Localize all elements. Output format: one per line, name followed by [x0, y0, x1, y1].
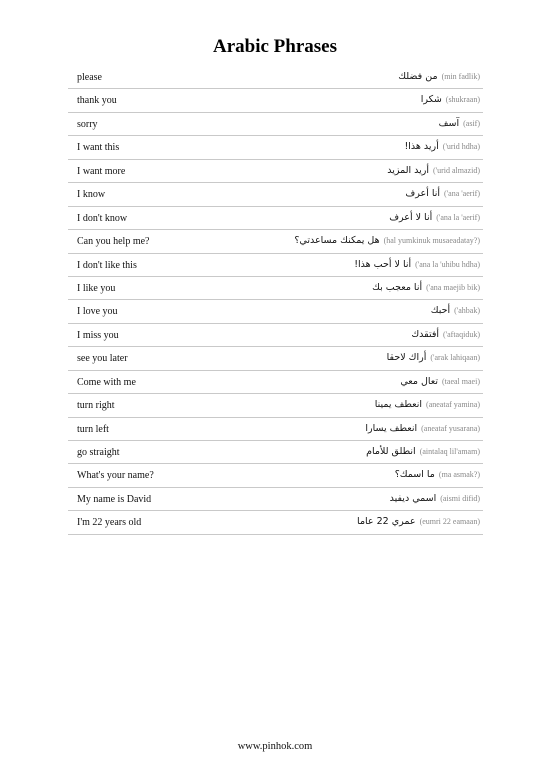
arabic-script: عمري 22 عاما — [357, 516, 416, 528]
arabic-script: أحبك — [430, 305, 451, 317]
english-phrase: My name is David — [77, 493, 152, 505]
arabic-translation — [421, 94, 480, 105]
transliteration: ('urid almazid) — [433, 165, 480, 175]
arabic-script: انعطف يسارا — [365, 422, 418, 434]
arabic-script: أنا لا أعرف — [389, 211, 433, 223]
transliteration: (eumri 22 eamaan) — [419, 517, 480, 527]
transliteration: (shukraan) — [445, 95, 480, 105]
arabic-script: أريد المزيد — [387, 164, 430, 176]
transliteration: ('ana la 'aerif) — [436, 212, 480, 222]
english-phrase: Can you help me? — [77, 236, 150, 248]
arabic-script: ما اسمك؟ — [394, 469, 435, 481]
arabic-script: هل يمكنك مساعدتي؟ — [294, 235, 380, 247]
phrase-table — [68, 66, 483, 535]
phrase-row — [68, 230, 483, 253]
phrase-row — [68, 464, 483, 487]
transliteration: ('ana maejib bik) — [426, 282, 480, 292]
english-phrase: I want more — [77, 165, 126, 177]
transliteration: (taeal maei) — [442, 376, 480, 386]
arabic-translation — [439, 118, 480, 129]
arabic-translation — [294, 235, 480, 246]
arabic-translation — [405, 188, 480, 199]
phrase-row — [68, 207, 483, 230]
phrase-row — [68, 136, 483, 159]
arabic-translation — [375, 399, 480, 410]
transliteration: (asif) — [463, 118, 480, 128]
phrase-row — [68, 183, 483, 206]
arabic-script: شكرا — [420, 94, 442, 106]
english-phrase: I love you — [77, 306, 118, 318]
phrase-row — [68, 371, 483, 394]
english-phrase: I know — [77, 189, 106, 201]
footer-link[interactable]: www.pinhok.com — [237, 741, 313, 752]
arabic-translation — [389, 212, 480, 223]
transliteration: (hal yumkinuk musaeadatay?) — [383, 236, 480, 246]
transliteration: (aintalaq lil'amam) — [419, 447, 480, 456]
phrase-row — [68, 66, 483, 89]
arabic-script: اسمي ديفيد — [389, 492, 437, 504]
arabic-translation — [387, 352, 480, 363]
transliteration: ('arak lahiqaan) — [430, 353, 480, 363]
english-phrase: I want this — [77, 142, 120, 154]
arabic-script: تعال معي — [400, 375, 439, 387]
arabic-translation — [400, 376, 480, 387]
arabic-translation — [366, 446, 480, 457]
phrase-row — [68, 254, 483, 277]
phrase-row — [68, 418, 483, 441]
arabic-translation — [372, 282, 480, 293]
arabic-script: أنا أعرف — [405, 188, 441, 200]
arabic-translation — [404, 141, 480, 152]
arabic-translation — [411, 329, 480, 340]
transliteration: (aismi difid) — [440, 493, 480, 503]
english-phrase: thank you — [77, 95, 117, 107]
transliteration: ('ana la 'uhibu hdha) — [415, 259, 480, 269]
arabic-translation — [357, 516, 480, 527]
arabic-translation — [390, 493, 480, 504]
arabic-script: انطلق للأمام — [366, 446, 416, 457]
english-phrase: turn right — [77, 400, 115, 412]
english-phrase: I don't like this — [77, 259, 137, 271]
arabic-script: انعطف يمينا — [374, 399, 423, 411]
english-phrase: I don't know — [77, 212, 128, 224]
phrase-row — [68, 277, 483, 300]
arabic-script: آسف — [438, 117, 460, 129]
page-title: Arabic Phrases — [212, 36, 337, 57]
arabic-translation — [398, 71, 480, 82]
transliteration: ('urid hdha) — [442, 142, 480, 152]
arabic-translation — [395, 469, 480, 480]
english-phrase: please — [77, 72, 102, 83]
phrase-row — [68, 89, 483, 112]
phrase-row — [68, 160, 483, 183]
transliteration: (ma asmak?) — [438, 470, 480, 480]
transliteration: (aneataf yamina) — [426, 400, 480, 410]
phrase-row — [68, 300, 483, 323]
phrase-row — [68, 488, 483, 511]
phrase-row — [68, 113, 483, 136]
english-phrase: I'm 22 years old — [77, 517, 142, 529]
english-phrase: sorry — [77, 118, 98, 130]
english-phrase: turn left — [77, 423, 109, 435]
transliteration: (min fadlik) — [441, 72, 480, 81]
transliteration: ('ana 'aerif) — [444, 189, 480, 199]
arabic-script: أنا لا أحب هذا! — [354, 258, 412, 270]
phrase-row — [68, 347, 483, 370]
phrase-row — [68, 511, 483, 534]
arabic-script: أريد هذا! — [404, 141, 439, 153]
arabic-translation — [387, 165, 480, 176]
arabic-translation — [365, 423, 480, 434]
arabic-script: أراك لاحقا — [386, 352, 427, 364]
arabic-translation — [431, 305, 480, 316]
arabic-translation — [354, 259, 480, 270]
transliteration: (aneataf yusarana) — [421, 423, 480, 433]
english-phrase: I miss you — [77, 329, 119, 341]
arabic-script: من فضلك — [398, 71, 438, 82]
english-phrase: Come with me — [77, 376, 136, 388]
english-phrase: I like you — [77, 282, 116, 294]
phrase-row — [68, 394, 483, 417]
transliteration: ('aftaqiduk) — [443, 329, 480, 339]
english-phrase: go straight — [77, 447, 120, 458]
english-phrase: What's your name? — [77, 470, 154, 482]
phrase-row — [68, 324, 483, 347]
transliteration: ('ahbak) — [454, 306, 480, 316]
arabic-script: أنا معجب بك — [372, 281, 423, 293]
english-phrase: see you later — [77, 353, 128, 365]
arabic-script: أفتقدك — [411, 328, 440, 340]
phrase-row — [68, 441, 483, 464]
